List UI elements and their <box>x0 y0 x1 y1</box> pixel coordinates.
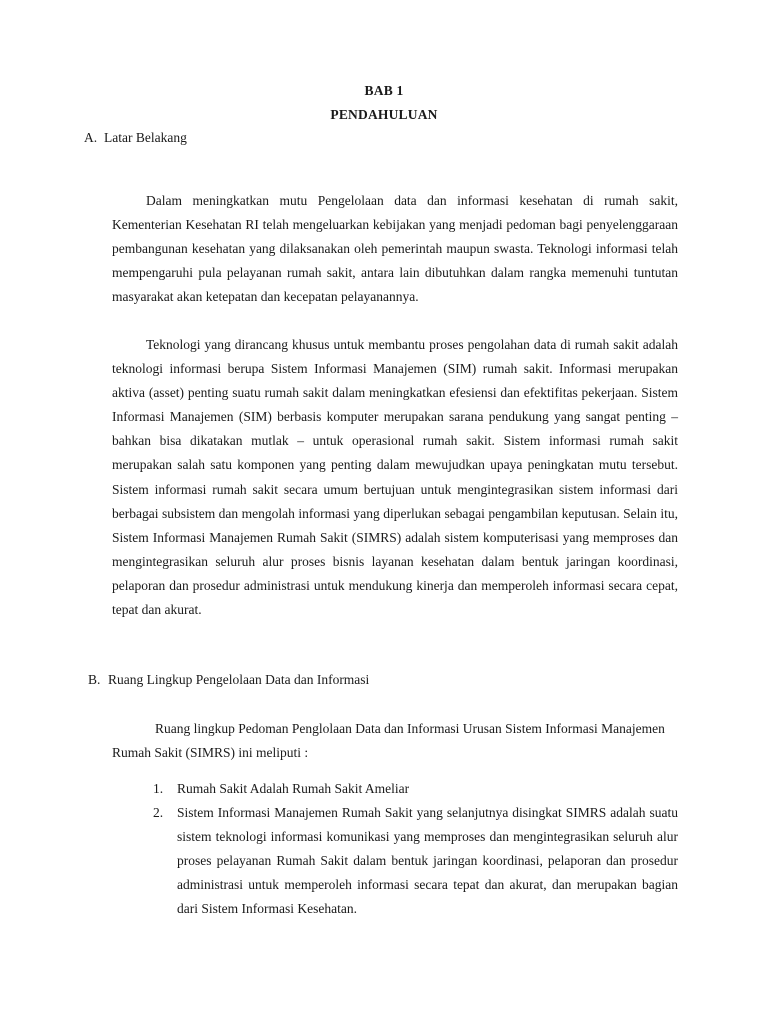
section-marker-b: B. <box>88 672 101 687</box>
section-title-b: Ruang Lingkup Pengelolaan Data dan Informasi <box>108 672 370 687</box>
section-title-a: Latar Belakang <box>104 130 187 145</box>
ruang-lingkup-list <box>153 777 678 922</box>
list-item-number: 2. <box>153 805 164 821</box>
paragraph-ruang-lingkup-intro: Ruang lingkup Pedoman Penglolaan Data dan Informasi Urusan Sistem Informasi Manajemen Rumah Sakit (SIMRS) ini meliputi : <box>112 721 665 761</box>
list-item-number: 1. <box>153 781 164 796</box>
section-marker-a: A. <box>84 130 98 145</box>
list-item <box>153 777 678 801</box>
section-heading-b <box>88 670 369 690</box>
list-item-text: Sistem Informasi Manajemen Rumah Sakit yang selanjutnya disingkat SIMRS adalah suatu sistem teknologi informasi komunikasi yang memproses dan mengintegrasikan seluruh alur proses pelayanan Rumah Sakit dalam bentuk jaringan koordinasi, pelaporan dan prosedur administrasi untuk memperoleh informasi secara tepat dan akurat, dan merupakan bagian dari Sistem Informasi Kesehatan. <box>177 805 678 917</box>
chapter-title: BAB 1 <box>364 83 404 98</box>
list-item-text: Rumah Sakit Adalah Rumah Sakit Ameliar <box>177 781 410 796</box>
chapter-subtitle: PENDAHULUAN <box>330 107 438 122</box>
section-heading-a <box>84 128 187 148</box>
paragraph-latar-belakang-1: Dalam meningkatkan mutu Pengelolaan data dan informasi kesehatan di rumah sakit, Kementerian Kesehatan RI telah mengeluarkan kebijakan yang menjadi pedoman bagi penyelenggaraan pembangunan kesehatan yang dilaksanakan oleh pemerintah maupun swasta. Teknologi informasi telah mempengaruhi pula pelayanan rumah sakit, antara lain dibutuhkan dalam rangka memenuhi tuntutan masyarakat akan ketepatan dan kecepatan pelayanannya. <box>112 193 678 305</box>
list-item <box>153 801 678 921</box>
paragraph-latar-belakang-2: Teknologi yang dirancang khusus untuk membantu proses pengolahan data di rumah sakit adalah teknologi informasi berupa Sistem Informasi Manajemen (SIM) rumah sakit. Informasi merupakan aktiva (asset) penting suatu rumah sakit dalam meningkatkan efesiensi dan efektifitas pekerjaan. Sistem Informasi Manajemen (SIM) berbasis komputer merupakan sarana pendukung yang sangat penting – bahkan bisa dikatakan mutlak – untuk operasional rumah sakit. Sistem informasi rumah sakit merupakan salah satu komponen yang penting dalam mewujudkan upaya peningkatan mutu tersebut. Sistem informasi rumah sakit secara umum bertujuan untuk mengintegrasikan sistem informasi dari berbagai subsistem dan mengolah informasi yang diperlukan sebagai pengambilan keputusan. Selain itu, Sistem Informasi Manajemen Rumah Sakit (SIMRS) adalah sistem komputerisasi yang memproses dan mengintegrasikan seluruh alur proses bisnis layanan kesehatan dalam bentuk jaringan koordinasi, pelaporan dan prosedur administrasi untuk mendukung kinerja dan memperoleh informasi secara cepat, tepat dan akurat. <box>112 337 678 618</box>
